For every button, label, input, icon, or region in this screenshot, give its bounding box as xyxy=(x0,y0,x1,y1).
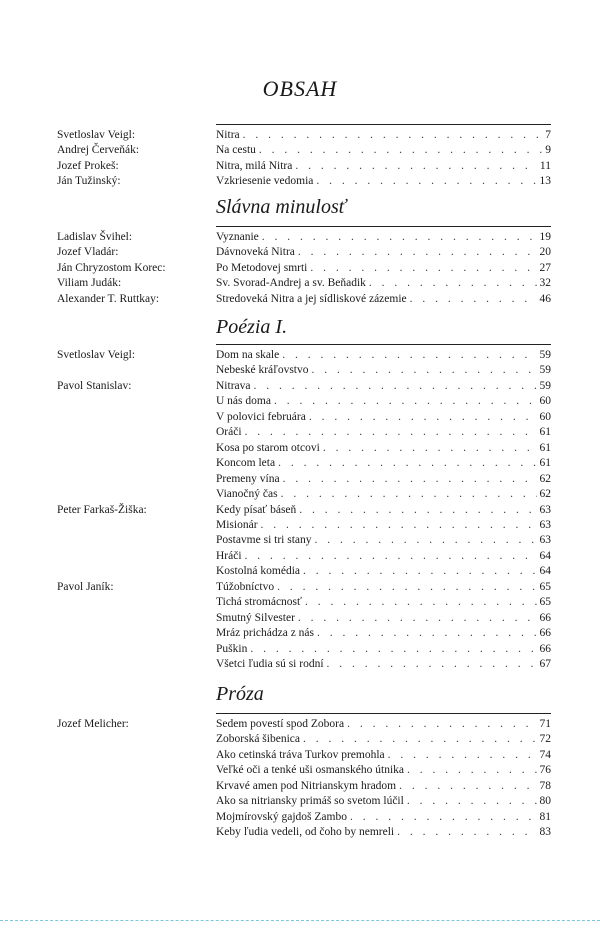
entry-line xyxy=(216,810,551,825)
entry-page-number: 72 xyxy=(539,733,551,746)
entry-page-number: 61 xyxy=(539,457,551,470)
toc-entry xyxy=(0,276,600,291)
entry-title: Kedy písať báseň xyxy=(216,503,297,516)
section-rule xyxy=(216,226,551,227)
toc-entry xyxy=(0,611,600,626)
toc-entry xyxy=(0,363,600,378)
entry-title: Koncom leta xyxy=(216,457,276,470)
dot-leader xyxy=(250,642,536,657)
dot-leader xyxy=(388,748,537,763)
entry-title: Všetci ľudia sú si rodní xyxy=(216,658,324,670)
dot-leader xyxy=(323,441,537,456)
entry-line xyxy=(216,261,551,276)
entry-page-number: 63 xyxy=(539,503,551,516)
dot-leader xyxy=(282,348,536,363)
entry-line xyxy=(216,379,551,394)
section-heading: Slávna minulosť xyxy=(216,196,347,218)
toc-entry xyxy=(0,394,600,409)
entry-line xyxy=(216,245,551,260)
entry-title: Puškin xyxy=(216,642,248,655)
entry-page-number: 11 xyxy=(539,159,551,172)
entry-line xyxy=(216,657,551,672)
entry-page-number: 7 xyxy=(545,129,551,141)
entry-line xyxy=(216,549,551,564)
entry-title: Nebeské kráľovstvo xyxy=(216,364,309,377)
toc-entry xyxy=(0,549,600,564)
entry-line xyxy=(216,472,551,487)
entry-page-number: 62 xyxy=(539,472,551,485)
entry-page-number: 81 xyxy=(539,810,551,823)
toc-entry xyxy=(0,626,600,641)
toc-entry xyxy=(0,128,600,143)
dot-leader xyxy=(261,518,537,533)
toc-entry xyxy=(0,174,600,189)
dot-leader xyxy=(316,174,536,189)
entry-page-number: 78 xyxy=(539,779,551,792)
toc-entry xyxy=(0,825,600,840)
dot-leader xyxy=(303,564,537,579)
dot-leader xyxy=(369,276,537,291)
entry-title: Mojmírovský gajdoš Zambo xyxy=(216,810,347,823)
toc-entry xyxy=(0,230,600,245)
entry-title: U nás doma xyxy=(216,395,271,408)
section-rule xyxy=(216,344,551,345)
toc-entry xyxy=(0,732,600,747)
entry-line xyxy=(216,626,551,641)
dot-leader xyxy=(277,580,536,595)
entry-line xyxy=(216,763,551,778)
dot-leader xyxy=(399,779,536,794)
entry-page-number: 60 xyxy=(539,410,551,423)
dot-leader xyxy=(317,626,536,641)
dot-leader xyxy=(281,487,537,502)
entry-line xyxy=(216,779,551,794)
toc-entry xyxy=(0,595,600,610)
entry-line xyxy=(216,595,551,610)
entry-line xyxy=(216,518,551,533)
dot-leader xyxy=(347,717,536,732)
entry-line xyxy=(216,732,551,747)
entry-line xyxy=(216,642,551,657)
entry-page-number: 65 xyxy=(539,580,551,593)
dot-leader xyxy=(407,763,537,778)
entry-author: Svetloslav Veigl: xyxy=(57,129,136,141)
entry-line xyxy=(216,230,551,245)
section-rule xyxy=(216,713,551,714)
dot-leader xyxy=(410,292,537,307)
entry-title: Kosa po starom otcovi xyxy=(216,441,320,454)
entry-title: Vzkriesenie vedomia xyxy=(216,175,314,188)
dot-leader xyxy=(315,533,537,548)
entry-line xyxy=(216,363,551,378)
entry-page-number: 19 xyxy=(539,231,551,243)
dot-leader xyxy=(309,410,537,425)
entry-page-number: 59 xyxy=(539,364,551,377)
page-edge-divider xyxy=(0,920,600,921)
toc-entry xyxy=(0,763,600,778)
entry-title: Tichá stromácnosť xyxy=(216,596,302,609)
entry-line xyxy=(216,394,551,409)
dot-leader xyxy=(350,810,537,825)
entry-title: Sv. Svorad-Andrej a sv. Beňadik xyxy=(216,277,366,290)
dot-leader xyxy=(245,549,537,564)
entry-title: V polovici februára xyxy=(216,410,306,423)
dot-leader xyxy=(298,245,537,260)
entry-title: Dom na skale xyxy=(216,349,280,361)
entry-title: Túžobníctvo xyxy=(216,580,275,593)
entry-page-number: 27 xyxy=(539,261,551,274)
toc-entry xyxy=(0,143,600,158)
entry-page-number: 61 xyxy=(539,426,551,439)
toc-entry xyxy=(0,779,600,794)
entry-title: Stredoveká Nitra a jej sídliskové zázemie xyxy=(216,292,407,305)
dot-leader xyxy=(303,732,537,747)
dot-leader xyxy=(283,472,537,487)
entry-author: Ladislav Švihel: xyxy=(57,231,133,243)
entry-title: Krvavé amen pod Nitrianskym hradom xyxy=(216,779,397,792)
entry-author: Ján Tužinský: xyxy=(57,175,121,188)
toc-entry xyxy=(0,518,600,533)
entry-author: Jozef Prokeš: xyxy=(57,159,119,172)
dot-leader xyxy=(245,425,537,440)
entry-author: Peter Farkaš-Žiška: xyxy=(57,503,147,516)
dot-leader xyxy=(407,794,537,809)
dot-leader xyxy=(243,128,543,143)
entry-page-number: 20 xyxy=(539,246,551,259)
entry-author: Jozef Vladár: xyxy=(57,246,119,259)
toc-entry xyxy=(0,456,600,471)
entry-title: Vianočný čas xyxy=(216,488,278,501)
entry-line xyxy=(216,580,551,595)
entry-title: Na cestu xyxy=(216,144,256,157)
entry-title: Premeny vína xyxy=(216,472,280,485)
entry-title: Misionár xyxy=(216,518,258,531)
entry-page-number: 83 xyxy=(539,826,551,839)
entry-line xyxy=(216,825,551,840)
section-heading: Poézia I. xyxy=(216,316,288,338)
entry-title: Nitrava xyxy=(216,379,251,392)
toc-entry xyxy=(0,564,600,579)
toc-entry xyxy=(0,292,600,307)
entry-page-number: 64 xyxy=(539,565,551,578)
dot-leader xyxy=(312,363,537,378)
entry-title: Zoborská šibenica xyxy=(216,733,300,746)
entry-line xyxy=(216,128,551,143)
dot-leader xyxy=(298,611,537,626)
entry-line xyxy=(216,794,551,809)
entry-title: Vyznanie xyxy=(216,231,259,243)
entry-title: Nitra xyxy=(216,129,240,141)
entry-page-number: 71 xyxy=(539,718,551,730)
entry-page-number: 66 xyxy=(539,611,551,624)
entry-author: Pavol Stanislav: xyxy=(57,379,132,392)
entry-page-number: 80 xyxy=(539,795,551,808)
entry-line xyxy=(216,174,551,189)
toc-entry xyxy=(0,794,600,809)
entry-page-number: 64 xyxy=(539,549,551,562)
entry-line xyxy=(216,611,551,626)
entry-line xyxy=(216,425,551,440)
entry-title: Dávnoveká Nitra xyxy=(216,246,295,259)
entry-page-number: 63 xyxy=(539,534,551,547)
entry-line xyxy=(216,410,551,425)
entry-title: Po Metodovej smrti xyxy=(216,261,308,274)
toc-entry xyxy=(0,642,600,657)
toc-entry xyxy=(0,487,600,502)
entry-page-number: 32 xyxy=(539,277,551,290)
toc-entry xyxy=(0,472,600,487)
page-title: OBSAH xyxy=(262,76,338,101)
dot-leader xyxy=(278,456,536,471)
entry-author: Andrej Červeňák: xyxy=(57,144,140,157)
entry-page-number: 60 xyxy=(539,395,551,408)
entry-line xyxy=(216,748,551,763)
dot-leader xyxy=(310,261,536,276)
toc-entry xyxy=(0,533,600,548)
entry-author: Alexander T. Ruttkay: xyxy=(57,292,160,305)
entry-title: Keby ľudia vedeli, od čoho by nemreli xyxy=(216,826,395,839)
entry-author: Pavol Janík: xyxy=(57,580,114,593)
entry-title: Hráči xyxy=(216,549,242,562)
dot-leader xyxy=(262,230,537,245)
entry-title: Ako cetinská tráva Turkov premohla xyxy=(216,748,385,761)
entry-page-number: 62 xyxy=(539,488,551,501)
entry-title: Oráči xyxy=(216,426,242,439)
entry-page-number: 13 xyxy=(539,175,551,188)
toc-entry xyxy=(0,810,600,825)
toc-entry xyxy=(0,410,600,425)
toc-entry xyxy=(0,441,600,456)
entry-line xyxy=(216,348,551,363)
entry-line xyxy=(216,564,551,579)
entry-page-number: 59 xyxy=(539,379,551,392)
dot-leader xyxy=(259,143,542,158)
entry-line xyxy=(216,143,551,158)
entry-line xyxy=(216,441,551,456)
entry-line xyxy=(216,717,551,732)
dot-leader xyxy=(305,595,537,610)
toc-entry xyxy=(0,657,600,672)
entry-author: Svetloslav Veigl: xyxy=(57,349,136,361)
entry-line xyxy=(216,503,551,518)
entry-author: Viliam Judák: xyxy=(57,277,122,290)
toc-entry xyxy=(0,503,600,518)
toc-entry xyxy=(0,748,600,763)
toc-entry xyxy=(0,717,600,732)
dot-leader xyxy=(253,379,536,394)
dot-leader xyxy=(327,657,537,672)
entry-page-number: 63 xyxy=(539,518,551,531)
dot-leader xyxy=(299,503,536,518)
entry-title: Veľké oči a tenké uši osmanského útnika xyxy=(216,764,404,777)
entry-page-number: 66 xyxy=(539,642,551,655)
entry-page-number: 67 xyxy=(539,658,551,670)
toc-entry xyxy=(0,245,600,260)
entry-title: Postavme si tri stany xyxy=(216,534,312,547)
entry-page-number: 9 xyxy=(545,144,551,157)
entry-title: Nitra, milá Nitra xyxy=(216,159,293,172)
entry-page-number: 61 xyxy=(539,441,551,454)
section-rule xyxy=(216,124,551,125)
entry-page-number: 76 xyxy=(539,764,551,777)
toc-entry xyxy=(0,159,600,174)
toc-entry xyxy=(0,348,600,363)
entry-line xyxy=(216,533,551,548)
entry-line xyxy=(216,276,551,291)
entry-page-number: 65 xyxy=(539,596,551,609)
toc-entry xyxy=(0,580,600,595)
entry-title: Mráz prichádza z nás xyxy=(216,627,315,640)
entry-page-number: 59 xyxy=(539,349,551,361)
toc-entry xyxy=(0,425,600,440)
dot-leader xyxy=(295,159,537,174)
entry-line xyxy=(216,292,551,307)
section-heading: Próza xyxy=(216,683,264,705)
entry-title: Kostolná komédia xyxy=(216,565,300,578)
entry-title: Ako sa nitriansky primáš so svetom lúčil xyxy=(216,795,404,808)
entry-line xyxy=(216,487,551,502)
entry-page-number: 66 xyxy=(539,627,551,640)
entry-page-number: 74 xyxy=(539,748,551,761)
entry-line xyxy=(216,159,551,174)
toc-entry xyxy=(0,379,600,394)
entry-title: Sedem povestí spod Zobora xyxy=(216,718,345,730)
entry-author: Jozef Melicher: xyxy=(57,718,129,730)
dot-leader xyxy=(397,825,536,840)
entry-author: Ján Chryzostom Korec: xyxy=(57,261,166,274)
dot-leader xyxy=(274,394,537,409)
entry-page-number: 46 xyxy=(539,292,551,305)
entry-line xyxy=(216,456,551,471)
entry-title: Smutný Silvester xyxy=(216,611,295,624)
toc-entry xyxy=(0,261,600,276)
